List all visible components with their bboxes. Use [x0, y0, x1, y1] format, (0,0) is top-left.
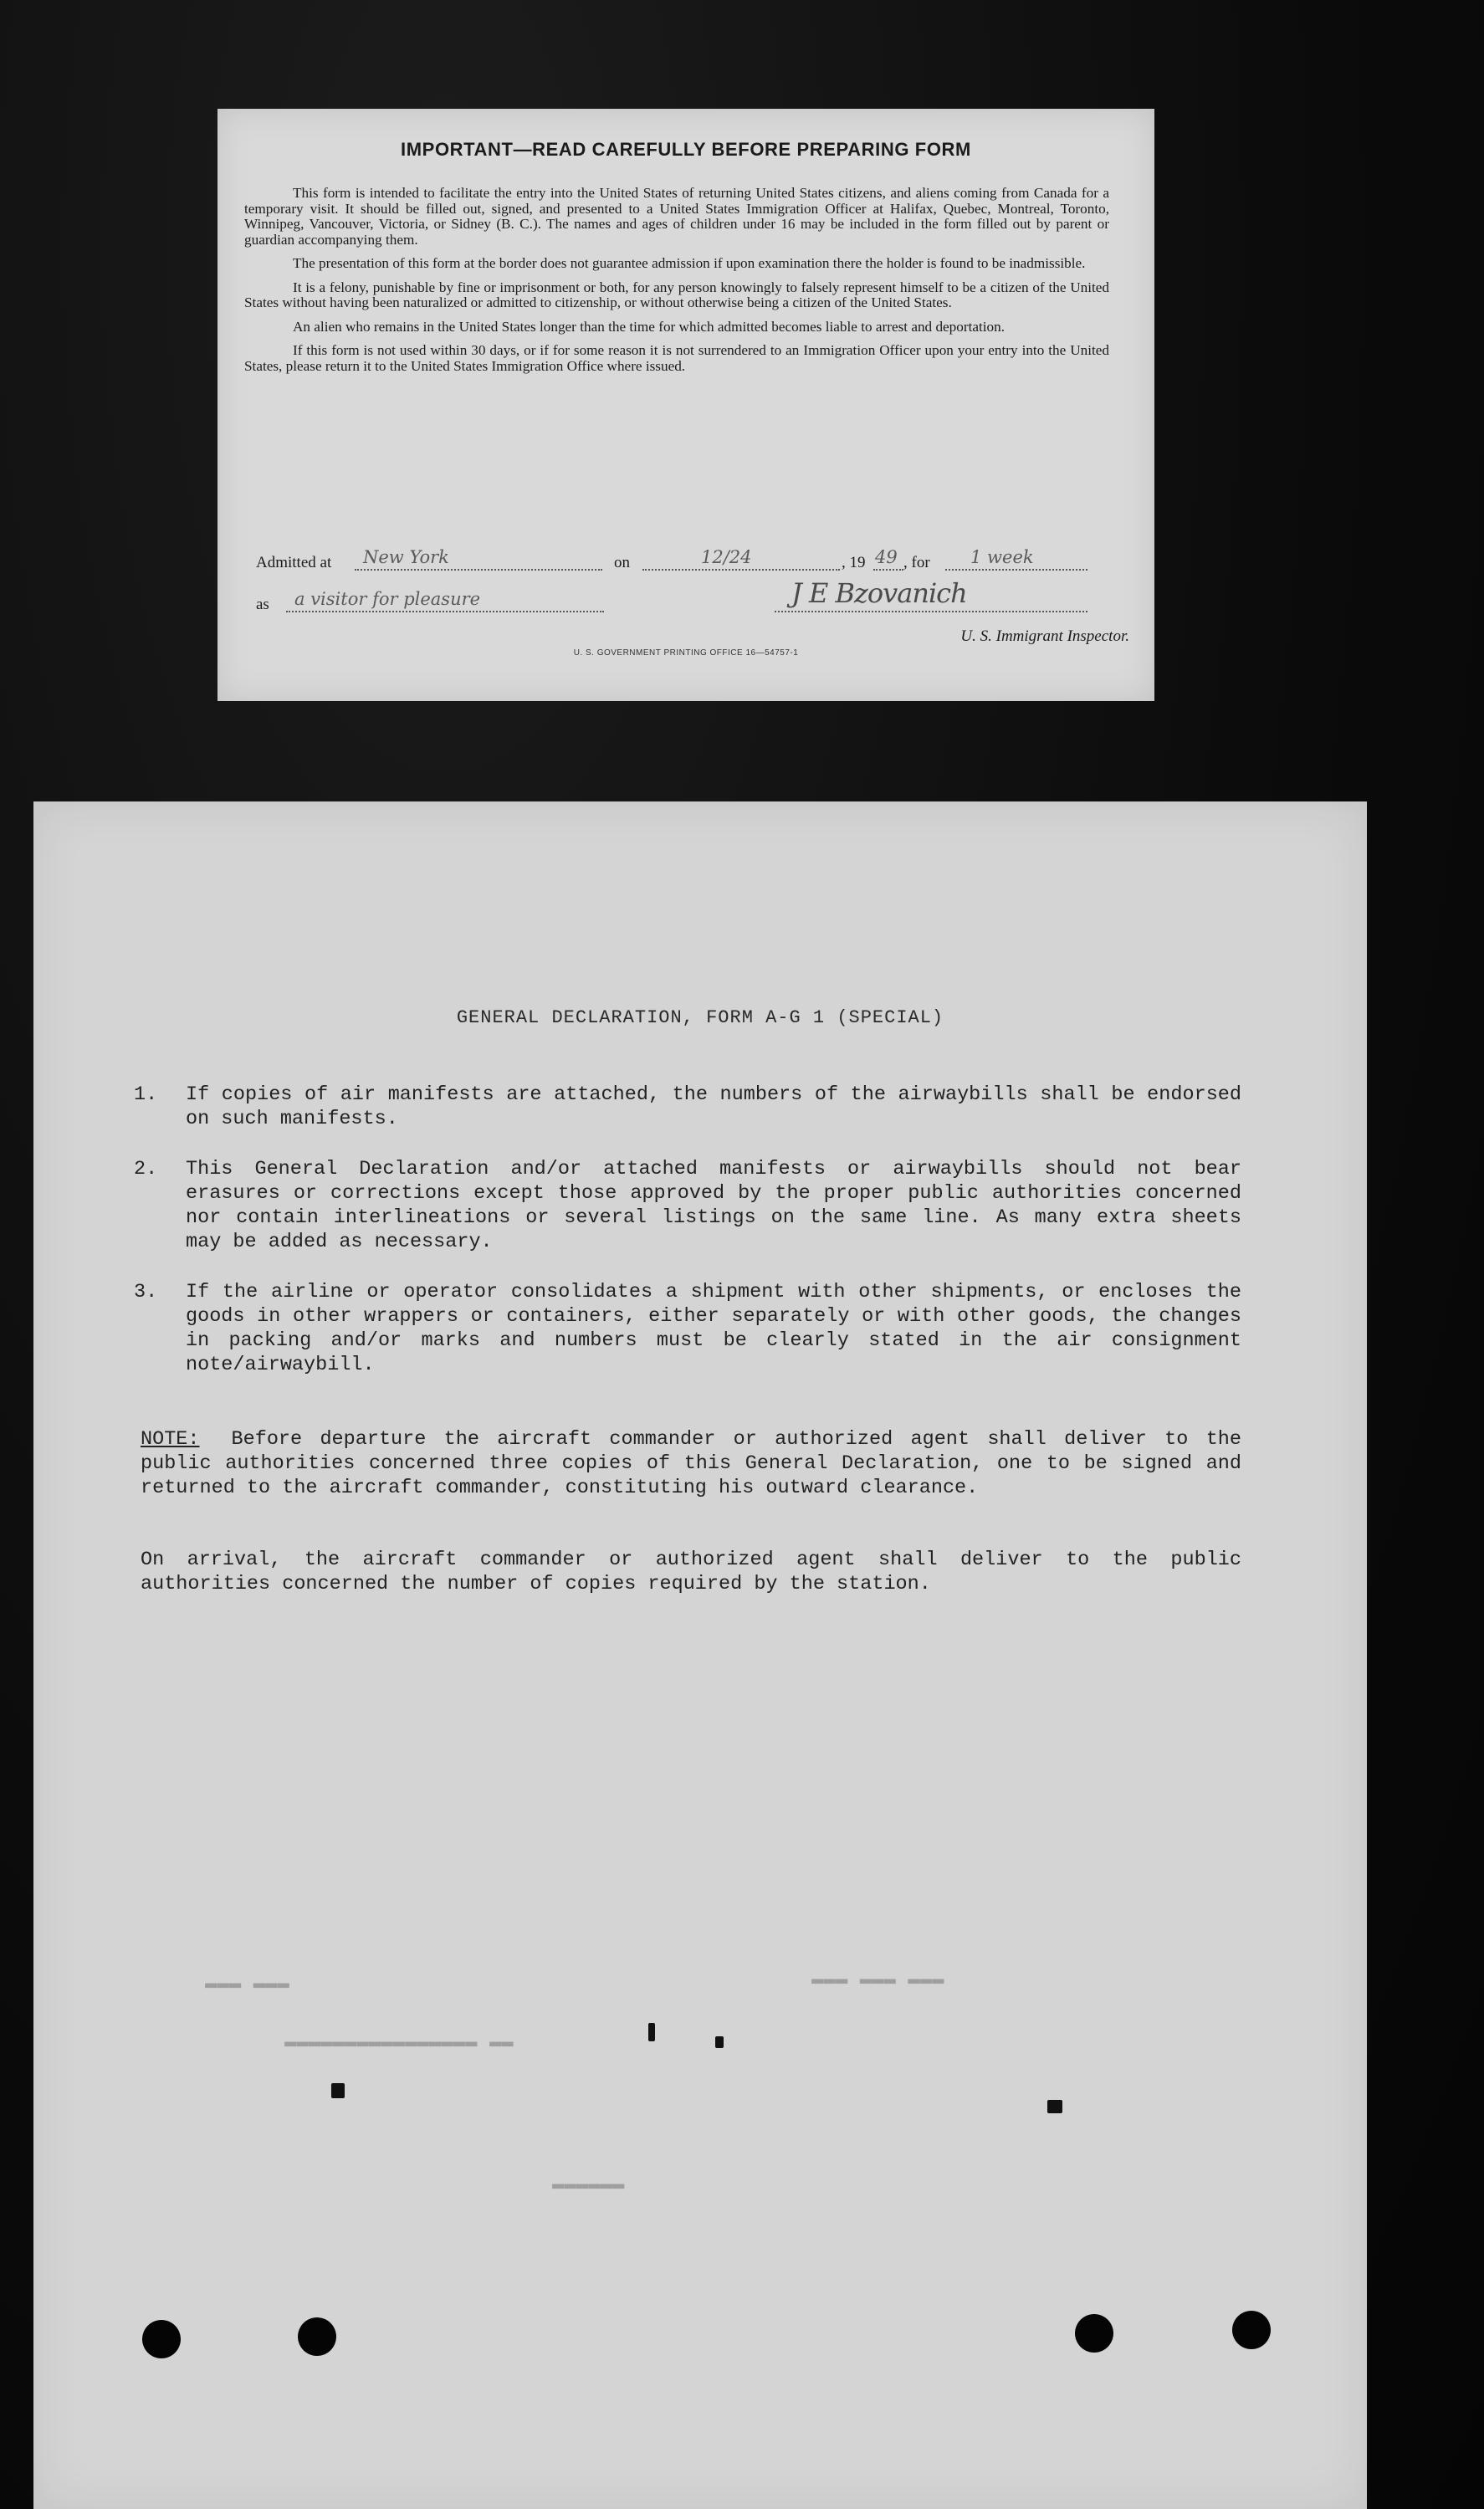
- on-date-field: [642, 544, 840, 571]
- on-label: on: [614, 554, 630, 571]
- printer-line: U. S. GOVERNMENT PRINTING OFFICE 16—54757-1: [573, 648, 799, 658]
- ink-speck: [648, 2023, 655, 2041]
- punch-hole: [1075, 2314, 1113, 2353]
- card-paragraphs: [244, 186, 1109, 382]
- entry-card: [217, 109, 1154, 701]
- admitted-at-label: Admitted at: [256, 554, 332, 571]
- year-field: [873, 544, 903, 571]
- bleed-through-mark: ▬▬▬ ▬▬▬: [205, 1973, 289, 1995]
- general-declaration-page: [33, 801, 1367, 2509]
- bleed-through-mark: ▬▬▬▬▬▬: [552, 2174, 625, 2196]
- card-paragraph-no-guarantee: The presentation of this form at the border does not guarantee admission if upon examination there the holder is found to be inadmissible.: [293, 255, 1086, 271]
- arrival-paragraph: On arrival, the aircraft commander or authorized agent shall deliver to the public authorities concerned the number of copies required by the station.: [141, 1549, 1241, 1595]
- as-field: [286, 586, 604, 612]
- year-value: 49: [875, 547, 898, 567]
- item-text: This General Declaration and/or attached manifests or airwaybills should not bear erasures or corrections except those approved by the proper public authorities concerned nor contain interlineations or several listings on the same line. As many extra sheets may be added as necessary.: [186, 1158, 1241, 1253]
- card-heading: IMPORTANT—READ CAREFULLY BEFORE PREPARING FORM: [401, 139, 971, 160]
- as-row: [256, 577, 1113, 619]
- note-text: Before departure the aircraft commander or authorized agent shall deliver to the public authorities concerned three copies of this General Declaration, one to be signed and returned to the aircraft commander, constituting his outward clearance.: [141, 1428, 1241, 1499]
- item-number: 3.: [134, 1281, 158, 1303]
- admitted-row: [256, 544, 1113, 577]
- on-date-value: 12/24: [701, 547, 752, 567]
- duration-value: 1 week: [970, 547, 1034, 567]
- punch-hole: [298, 2317, 336, 2356]
- item-text: If copies of air manifests are attached, the numbers of the airwaybills shall be endorsed on such manifests.: [186, 1083, 1241, 1130]
- punch-hole: [1232, 2311, 1271, 2349]
- for-label: , for: [903, 554, 930, 571]
- card-paragraph-return: If this form is not used within 30 days, or if for some reason it is not surrendered to an Immigration Officer upon your entry into the United States, please return it to the United States Immigration Office where issued.: [244, 342, 1109, 374]
- ink-speck: [1047, 2100, 1062, 2113]
- duration-field: [945, 544, 1087, 571]
- item-text: If the airline or operator consolidates a shipment with other shipments, or encloses the goods in other wrappers or containers, either separately or with other goods, the changes in packing and/or marks and numbers must be clearly stated in the air consignment note/airwaybill.: [186, 1281, 1241, 1376]
- list-item: [134, 1157, 1241, 1254]
- as-value: a visitor for pleasure: [294, 589, 481, 609]
- admitted-at-field: [355, 544, 602, 571]
- departure-note: [141, 1427, 1241, 1500]
- card-paragraph-alien: An alien who remains in the United States longer than the time for which admitted becomes liable to arrest and deportation.: [293, 318, 1006, 335]
- admission-fields: [256, 544, 1113, 686]
- item-number: 2.: [134, 1158, 158, 1180]
- list-item: [134, 1280, 1241, 1377]
- as-label: as: [256, 596, 269, 613]
- note-label: NOTE:: [141, 1428, 200, 1451]
- card-paragraph-purpose: This form is intended to facilitate the entry into the United States of returning United States citizens, and aliens coming from Canada for a temporary visit. It should be filled out, signed, and presented to a United States Immigration Officer at Halifax, Quebec, Montreal, Toronto, Winnipeg, Vancouver, Victoria, or Sidney (B. C.). The names and ages of children under 16 may be included in the form filled out by parent or guardian accompanying them.: [244, 185, 1109, 248]
- card-paragraph-felony: It is a felony, punishable by fine or imprisonment or both, for any person knowingly to falsely represent himself to be a citizen of the United States without having been naturalized or admitted to citizenship, or without otherwise being a citizen of the United States.: [244, 279, 1109, 310]
- inspector-title: U. S. Immigrant Inspector.: [960, 627, 1129, 645]
- bleed-through-mark: ▬▬▬ ▬▬▬ ▬▬▬: [811, 1969, 944, 1991]
- inspector-signature: J E Bzovanich: [791, 577, 967, 609]
- list-item: [134, 1083, 1241, 1131]
- punch-hole: [142, 2320, 181, 2358]
- admitted-at-value: New York: [363, 547, 449, 567]
- ink-speck: [715, 2036, 724, 2048]
- item-number: 1.: [134, 1083, 158, 1106]
- signature-field: [775, 574, 1087, 612]
- ink-speck: [331, 2083, 345, 2098]
- declaration-items: [134, 1083, 1241, 1403]
- year-prefix-label: , 19: [842, 554, 866, 571]
- declaration-title: GENERAL DECLARATION, FORM A-G 1 (SPECIAL): [456, 1007, 944, 1028]
- bleed-through-mark: ▬▬ ▬▬▬▬▬▬▬▬▬▬▬▬▬▬▬▬: [284, 2031, 514, 2054]
